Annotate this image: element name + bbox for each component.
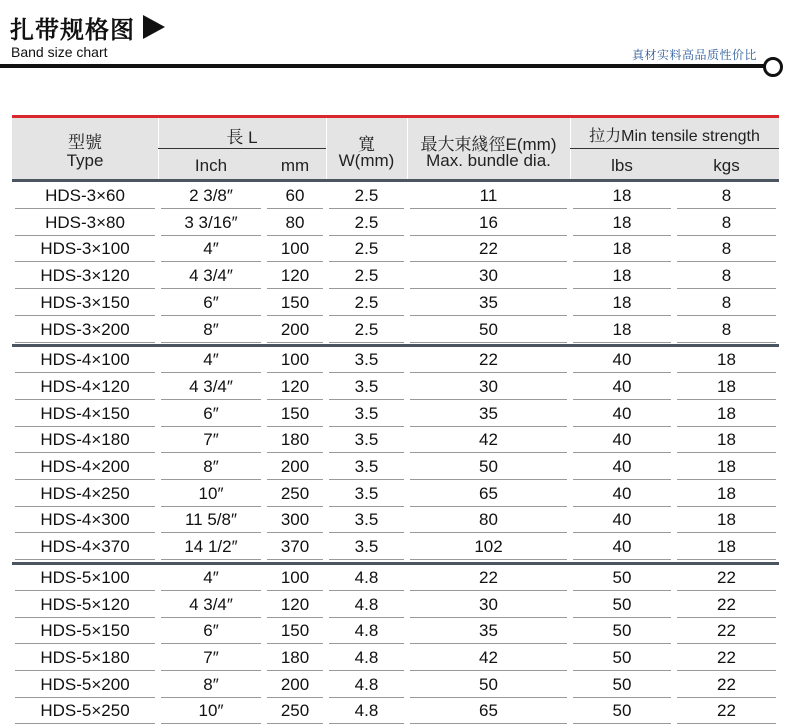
table-row (12, 210, 779, 236)
table-cell: 120 (264, 592, 326, 618)
table-cell: 50 (570, 645, 674, 671)
table-cell: 150 (264, 401, 326, 427)
table-cell: 200 (264, 454, 326, 480)
table-cell: 22 (674, 645, 779, 671)
table-cell: 22 (674, 618, 779, 644)
table-cell: 40 (570, 454, 674, 480)
table-cell: 8 (674, 210, 779, 236)
table-cell: HDS-3×60 (12, 183, 158, 209)
table-cell: HDS-5×150 (12, 618, 158, 644)
table-cell: HDS-4×120 (12, 374, 158, 400)
table-cell: 18 (674, 374, 779, 400)
table-cell: HDS-5×120 (12, 592, 158, 618)
table-cell: 8″ (158, 672, 264, 698)
table-cell: 4.8 (326, 698, 407, 724)
table-cell: 11 (407, 183, 570, 209)
table-row (12, 534, 779, 560)
table-row (12, 645, 779, 671)
table-cell: 7″ (158, 427, 264, 453)
table-cell: HDS-3×120 (12, 263, 158, 289)
table-cell: 6″ (158, 401, 264, 427)
header-width-en: W(mm) (338, 151, 395, 170)
table-row (12, 454, 779, 480)
table-cell: 22 (674, 672, 779, 698)
table-cell: 18 (570, 263, 674, 289)
table-row (12, 374, 779, 400)
table-cell: HDS-5×200 (12, 672, 158, 698)
table-cell: 42 (407, 645, 570, 671)
table-cell: 150 (264, 290, 326, 316)
table-row (12, 347, 779, 373)
table-cell: 35 (407, 618, 570, 644)
table-cell: 50 (407, 672, 570, 698)
table-cell: 30 (407, 263, 570, 289)
table-cell: 8 (674, 263, 779, 289)
table-cell: 18 (570, 317, 674, 343)
table-cell: 22 (674, 565, 779, 591)
table-cell: 3.5 (326, 534, 407, 560)
table-row (12, 565, 779, 591)
table-cell: HDS-3×80 (12, 210, 158, 236)
table-cell: 40 (570, 347, 674, 373)
table-cell: 250 (264, 698, 326, 724)
table-cell: 50 (407, 317, 570, 343)
table-cell: 3.5 (326, 401, 407, 427)
table-cell: 18 (674, 401, 779, 427)
table-cell: 22 (407, 236, 570, 262)
header-length: 長 L (226, 128, 258, 147)
table-cell: HDS-4×370 (12, 534, 158, 560)
header-subline-tensile (570, 148, 779, 149)
table-cell: 2.5 (326, 236, 407, 262)
table-cell: 2.5 (326, 263, 407, 289)
table-cell: 18 (570, 290, 674, 316)
header-kgs: kgs (713, 156, 740, 175)
table-top-border (12, 115, 779, 118)
table-cell: 8 (674, 183, 779, 209)
header-type-en: Type (66, 151, 104, 170)
table-cell: 18 (570, 210, 674, 236)
table-cell: HDS-4×180 (12, 427, 158, 453)
table-cell: HDS-4×200 (12, 454, 158, 480)
header-tensile: 拉力Min tensile strength (589, 128, 760, 145)
table-cell: 35 (407, 401, 570, 427)
header-bundle-en: Max. bundle dia. (426, 151, 551, 170)
table-row (12, 618, 779, 644)
table-row (12, 317, 779, 343)
table-cell: 120 (264, 263, 326, 289)
header-bundle-cn: 最大束綫徑E(mm) (420, 135, 557, 154)
table-cell: 18 (674, 427, 779, 453)
table-cell: 18 (674, 347, 779, 373)
header-subline-length (158, 148, 326, 149)
table-cell: 22 (674, 592, 779, 618)
table-cell: 40 (570, 401, 674, 427)
table-cell: HDS-5×100 (12, 565, 158, 591)
table-cell: 18 (570, 236, 674, 262)
table-cell: 4″ (158, 565, 264, 591)
table-cell: 3.5 (326, 347, 407, 373)
arrow-right-icon (143, 15, 165, 39)
table-cell: HDS-5×180 (12, 645, 158, 671)
table-cell: 370 (264, 534, 326, 560)
table-cell: 18 (674, 481, 779, 507)
table-cell: 4.8 (326, 592, 407, 618)
table-cell: 60 (264, 183, 326, 209)
table-cell: 3.5 (326, 454, 407, 480)
table-cell: 40 (570, 427, 674, 453)
table-cell: 6″ (158, 290, 264, 316)
table-cell: 18 (570, 183, 674, 209)
table-cell: 18 (674, 534, 779, 560)
table-cell: 50 (570, 565, 674, 591)
table-cell: 80 (407, 507, 570, 533)
table-cell: 10″ (158, 698, 264, 724)
table-cell: 120 (264, 374, 326, 400)
table-cell: 18 (674, 507, 779, 533)
circle-icon (763, 57, 783, 77)
table-cell: 2.5 (326, 210, 407, 236)
table-row (12, 481, 779, 507)
table-cell: 102 (407, 534, 570, 560)
table-cell: 50 (570, 592, 674, 618)
table-cell: 14 1/2″ (158, 534, 264, 560)
table-row (12, 672, 779, 698)
table-cell: 2 3/8″ (158, 183, 264, 209)
table-cell: HDS-4×150 (12, 401, 158, 427)
table-cell: 8 (674, 317, 779, 343)
table-cell: 2.5 (326, 290, 407, 316)
table-row (12, 236, 779, 262)
header-inch: Inch (194, 156, 228, 175)
table-cell: 3.5 (326, 374, 407, 400)
table-cell: 4.8 (326, 672, 407, 698)
table-cell: HDS-3×200 (12, 317, 158, 343)
table-cell: 8″ (158, 454, 264, 480)
table-cell: 50 (570, 672, 674, 698)
table-cell: 40 (570, 534, 674, 560)
table-cell: 30 (407, 374, 570, 400)
table-cell: 200 (264, 317, 326, 343)
table-cell: 30 (407, 592, 570, 618)
table-cell: HDS-4×250 (12, 481, 158, 507)
table-cell: 22 (407, 565, 570, 591)
table-cell: 50 (570, 618, 674, 644)
table-cell: HDS-4×300 (12, 507, 158, 533)
table-cell: HDS-4×100 (12, 347, 158, 373)
table-cell: 3 3/16″ (158, 210, 264, 236)
header-lbs: lbs (611, 156, 633, 175)
table-cell: 4″ (158, 347, 264, 373)
page-subtitle: Band size chart (11, 44, 108, 60)
table-cell: HDS-5×250 (12, 698, 158, 724)
header-type-cn: 型號 (68, 133, 102, 152)
table-cell: 11 5/8″ (158, 507, 264, 533)
table-row (12, 698, 779, 724)
table-cell: 8″ (158, 317, 264, 343)
table-row (12, 401, 779, 427)
table-cell: 50 (570, 698, 674, 724)
table-cell: 65 (407, 698, 570, 724)
table-cell: 50 (407, 454, 570, 480)
table-cell: 40 (570, 481, 674, 507)
table-cell: 180 (264, 645, 326, 671)
table-cell: 2.5 (326, 317, 407, 343)
table-cell: 4 3/4″ (158, 374, 264, 400)
table-row (12, 592, 779, 618)
table-cell: 200 (264, 672, 326, 698)
table-cell: 100 (264, 565, 326, 591)
table-cell: HDS-3×150 (12, 290, 158, 316)
table-cell: 3.5 (326, 481, 407, 507)
table-cell: 4.8 (326, 618, 407, 644)
slogan-text: 真材实料高品质性价比 (631, 48, 757, 62)
table-cell: 100 (264, 347, 326, 373)
group-divider (12, 179, 779, 182)
table-row (12, 290, 779, 316)
table-cell: 2.5 (326, 183, 407, 209)
table-cell: 10″ (158, 481, 264, 507)
table-cell: 250 (264, 481, 326, 507)
table-cell: 22 (407, 347, 570, 373)
table-cell: 35 (407, 290, 570, 316)
table-cell: 4.8 (326, 565, 407, 591)
table-cell: 100 (264, 236, 326, 262)
table-cell: 300 (264, 507, 326, 533)
table-cell: 7″ (158, 645, 264, 671)
table-cell: 3.5 (326, 507, 407, 533)
table-cell: 6″ (158, 618, 264, 644)
table-cell: 150 (264, 618, 326, 644)
header-divider (0, 64, 770, 68)
table-cell: 4 3/4″ (158, 592, 264, 618)
table-cell: 4″ (158, 236, 264, 262)
table-cell: 8 (674, 290, 779, 316)
table-row (12, 427, 779, 453)
table-cell: 4.8 (326, 645, 407, 671)
table-cell: 22 (674, 698, 779, 724)
table-cell: 16 (407, 210, 570, 236)
table-cell: 3.5 (326, 427, 407, 453)
header-width-cn: 寬 (358, 135, 375, 154)
header-mm: mm (280, 156, 310, 175)
table-cell: 42 (407, 427, 570, 453)
table-row (12, 263, 779, 289)
table-cell: HDS-3×100 (12, 236, 158, 262)
table-cell: 8 (674, 236, 779, 262)
table-row (12, 507, 779, 533)
table-cell: 40 (570, 374, 674, 400)
table-cell: 40 (570, 507, 674, 533)
table-cell: 65 (407, 481, 570, 507)
table-cell: 18 (674, 454, 779, 480)
page-title: 扎带规格图 (10, 17, 135, 44)
table-cell: 180 (264, 427, 326, 453)
table-cell: 4 3/4″ (158, 263, 264, 289)
table-row (12, 183, 779, 209)
table-cell: 80 (264, 210, 326, 236)
